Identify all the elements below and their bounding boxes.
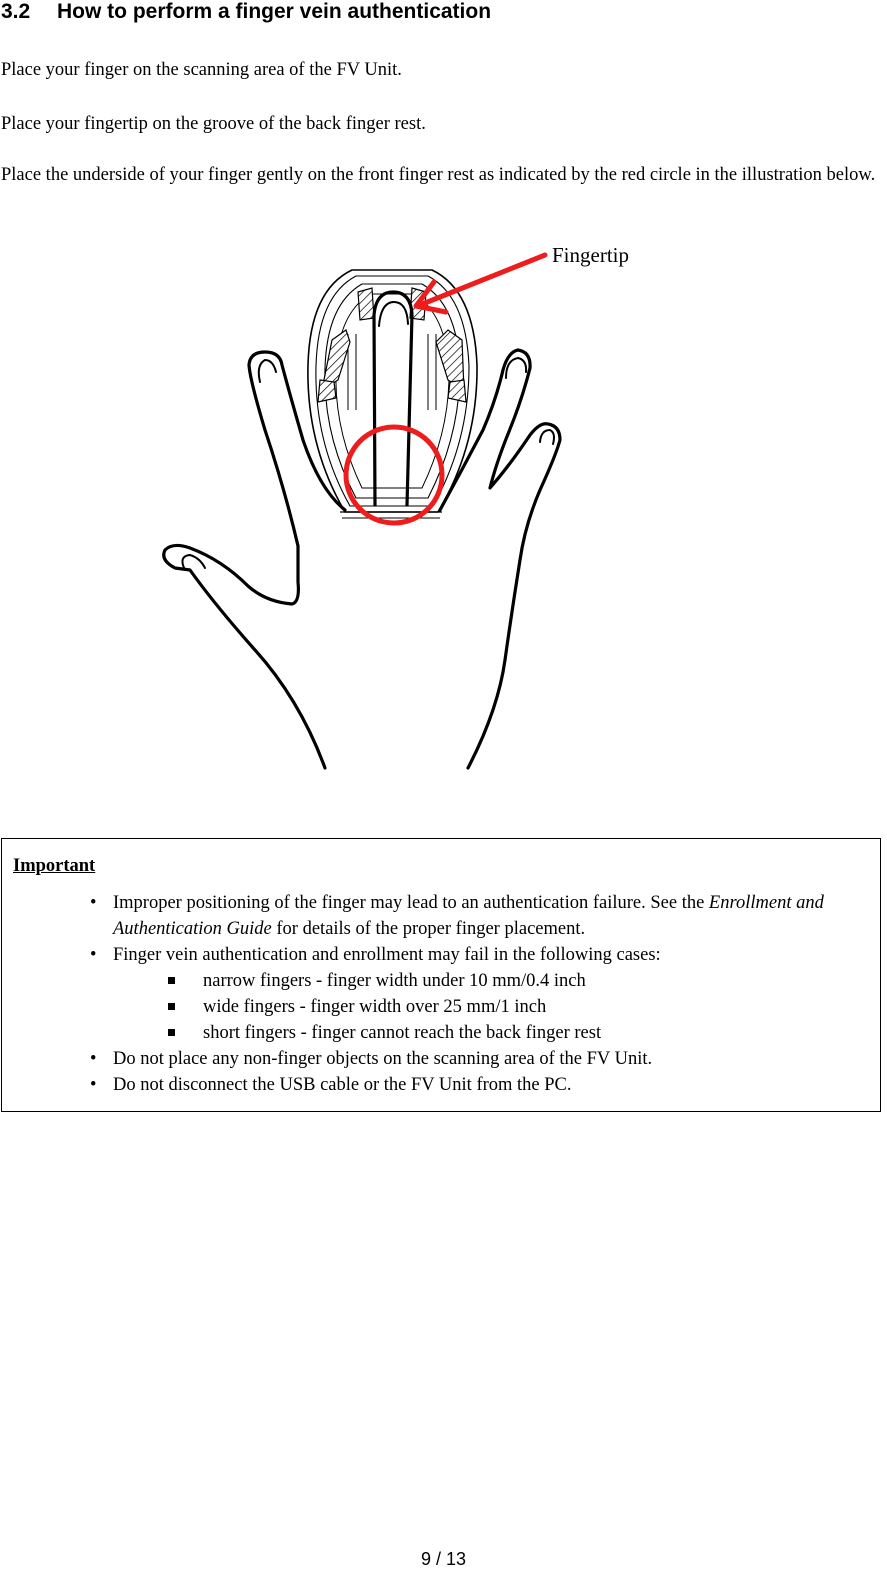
section-heading <box>1 0 491 24</box>
important-item-no-disconnect <box>2 1072 880 1098</box>
instruction-paragraph-1: Place your finger on the scanning area of the FV Unit. <box>1 60 402 80</box>
important-item-failure-cases <box>2 942 880 1046</box>
bullet-dot: • <box>90 1049 97 1069</box>
bullet-dot: • <box>90 1075 97 1095</box>
bullet-dot: • <box>90 893 97 913</box>
failure-case-wide <box>113 994 880 1020</box>
failure-case-text: narrow fingers - finger width under 10 mm/0.4 inch <box>203 971 586 991</box>
failure-case-text: short fingers - finger cannot reach the back finger rest <box>203 1023 602 1043</box>
important-item-text: for details of the proper finger placement. <box>271 919 586 939</box>
bullet-dot: • <box>90 945 97 965</box>
hand-outline <box>164 292 560 768</box>
hand-on-scanner-drawing <box>0 230 887 790</box>
important-item-text: Finger vein authentication and enrollment may fail in the following cases: <box>113 945 661 965</box>
important-item-no-objects <box>2 1046 880 1072</box>
square-bullet <box>168 977 175 984</box>
failure-case-short <box>113 1020 880 1046</box>
important-title: Important <box>13 856 96 876</box>
fingertip-arrow <box>416 255 545 312</box>
guide-reference: Enrollment and Authentication Guide <box>113 893 824 939</box>
fingertip-label: Fingertip <box>552 243 629 267</box>
failure-case-narrow <box>113 968 880 994</box>
important-notice-box <box>1 838 881 1112</box>
important-item-text: Do not place any non-finger objects on the scanning area of the FV Unit. <box>113 1049 653 1069</box>
failure-case-text: wide fingers - finger width over 25 mm/1 inch <box>203 997 547 1017</box>
failure-case-list <box>113 968 880 1046</box>
finger-placement-illustration <box>0 230 887 790</box>
instruction-paragraph-3: Place the underside of your finger gently on the front finger rest as indicated by the red circle in the illustration below. <box>1 165 876 185</box>
important-item-text: Do not disconnect the USB cable or the FV Unit from the PC. <box>113 1075 572 1095</box>
square-bullet <box>168 1029 175 1036</box>
page-number: 9 / 13 <box>420 1549 467 1569</box>
square-bullet <box>168 1003 175 1010</box>
important-item-positioning <box>2 890 880 942</box>
important-item-text: Improper positioning of the finger may lead to an authentication failure. See the <box>113 893 709 913</box>
section-title: How to perform a finger vein authentication <box>57 0 492 23</box>
important-list <box>2 890 880 1098</box>
instruction-paragraph-2: Place your fingertip on the groove of the back finger rest. <box>1 114 426 134</box>
section-number: 3.2 <box>1 0 31 23</box>
